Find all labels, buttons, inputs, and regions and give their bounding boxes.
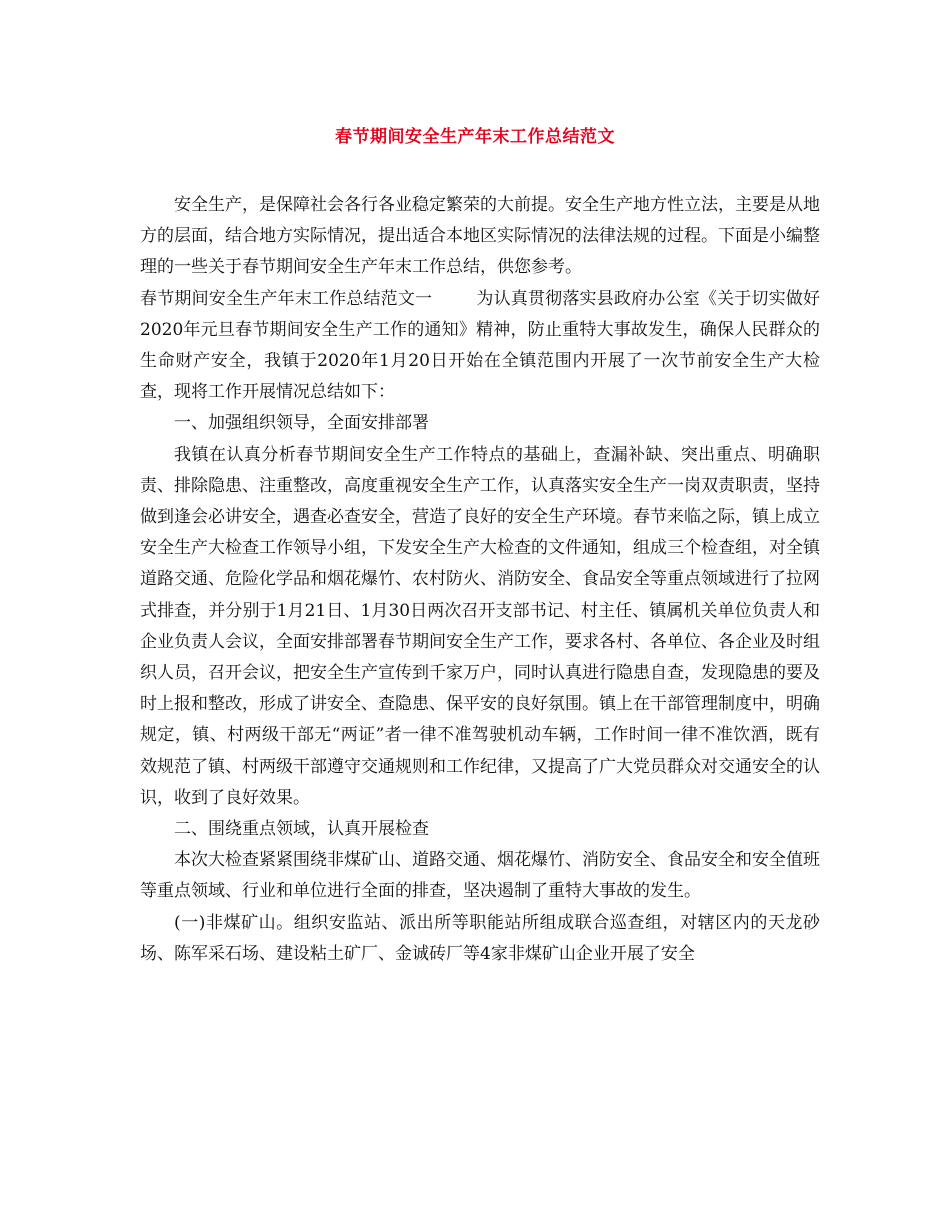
document-title: 春节期间安全生产年末工作总结范文 [335,127,615,147]
item1-paragraph: (一)非煤矿山。组织安监站、派出所等职能站所组成联合巡查组，对辖区内的天龙砂场、陈军采石场、建设粘土矿厂、金诚砖厂等4家非煤矿山企业开展了安全 [140,912,820,964]
sample-paragraph [140,284,820,409]
section2-heading: 二、围绕重点领域，认真开展检查 [174,819,429,840]
section2-paragraph: 本次大检查紧紧围绕非煤矿山、道路交通、烟花爆竹、消防安全、食品安全和安全值班等重点领域、行业和单位进行全面的排查，坚决遏制了重特大事故的发生。 [140,850,820,902]
intro-paragraph: 安全生产，是保障社会各行各业稳定繁荣的大前提。安全生产地方性立法，主要是从地方的层面，结合地方实际情况，提出适合本地区实际情况的法律法规的过程。下面是小编整理的一些关于春节期间安全生产年末工作总结，供您参考。 [140,195,820,278]
section1-heading: 一、加强组织领导，全面安排部署 [174,413,429,434]
sample-lead: 为认真贯彻落实县政府办公室《关于切实做好2020年元旦春节期间安全生产工作的通知》精神，防止重特大事故发生，确保人民群众的生命财产安全，我镇于2020年1月20日开始在全镇范围内开展了一次节前安全生产大检查，现将工作开展情况总结如下： [140,288,821,403]
document-body [140,190,820,970]
section1-paragraph: 我镇在认真分析春节期间安全生产工作特点的基础上，查漏补缺、突出重点、明确职责、排除隐患、注重整改，高度重视安全生产工作，认真落实安全生产一岗双责职责，坚持做到逢会必讲安全，遇查必查安全，营造了良好的安全生产环境。春节来临之际，镇上成立安全生产大检查工作领导小组，下发安全生产大检查的文件通知，组成三个检查组，对全镇道路交通、危险化学品和烟花爆竹、农村防火、消防安全、食品安全等重点领域进行了拉网式排查，并分别于1月21日、1月30日两次召开支部书记、村主任、镇属机关单位负责人和企业负责人会议，全面安排部署春节期间安全生产工作，要求各村、各单位、各企业及时组织人员，召开会议，把安全生产宣传到千家万户，同时认真进行隐患自查，发现隐患的要及时上报和整改，形成了讲安全、查隐患、保平安的良好氛围。镇上在干部管理制度中，明确规定，镇、村两级干部无“两证”者一律不准驾驶机动车辆，工作时间一律不准饮酒，既有效规范了镇、村两级干部遵守交通规则和工作纪律，又提高了广大党员群众对交通安全的认识，收到了良好效果。 [140,444,820,808]
sample-heading: 春节期间安全生产年末工作总结范文一 [140,288,433,309]
